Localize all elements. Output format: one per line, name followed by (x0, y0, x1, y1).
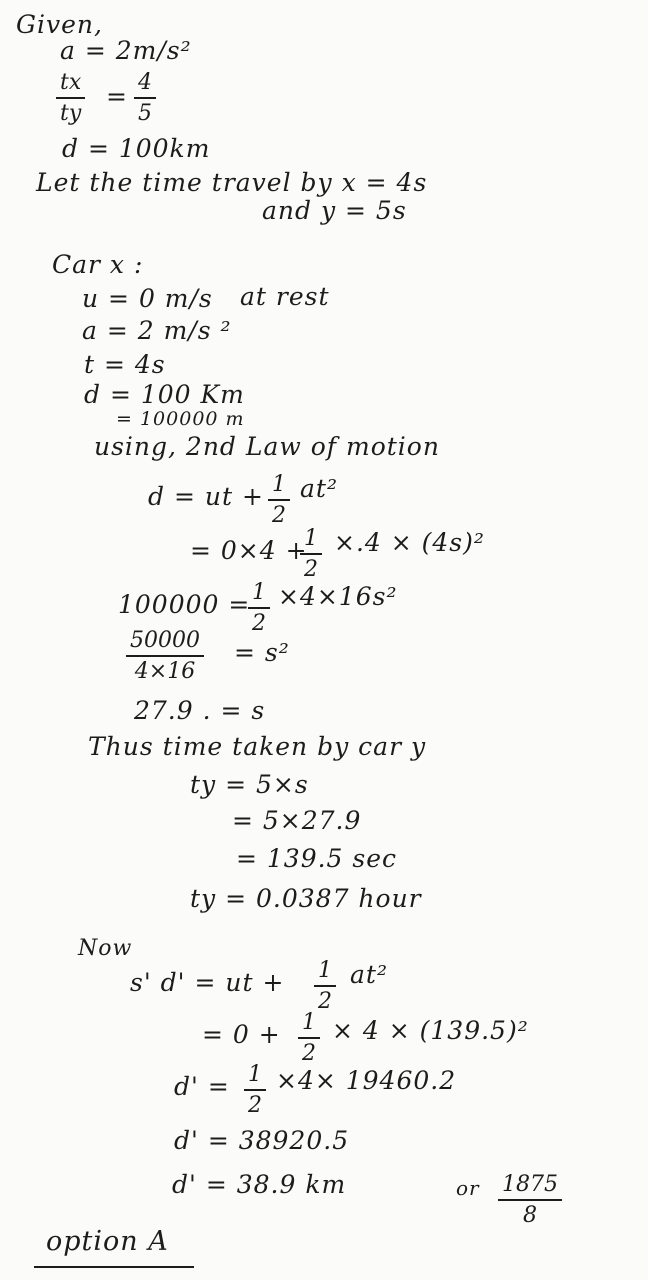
half-denominator: 2 (318, 989, 332, 1015)
half-denominator: 2 (252, 611, 266, 637)
and-line: and y = 5s (262, 196, 407, 225)
car-y-ty-3: = 139.5 sec (236, 844, 398, 873)
motion-eq-1-right: at² (300, 474, 338, 503)
ratio-value-numerator: 4 (134, 70, 156, 99)
given-acceleration: a = 2m/s² (60, 36, 192, 65)
now-eq-1-left: s' d' = ut + (130, 968, 285, 997)
half-numerator: 1 (248, 580, 270, 609)
answer-underline (34, 1266, 194, 1268)
fraction-numerator: 50000 (126, 628, 204, 657)
now-heading: Now (78, 936, 133, 961)
now-eq-1-right: at² (350, 960, 388, 989)
car-x-at-rest: at rest (240, 282, 330, 311)
fraction-denominator: 8 (523, 1203, 537, 1229)
half-numerator: 1 (244, 1062, 266, 1091)
motion-eq-4-fraction (126, 628, 204, 685)
answer-option: option A (46, 1226, 169, 1257)
motion-eq-3-right: ×4×16s² (278, 582, 398, 611)
now-eq-4: d' = 38920.5 (174, 1126, 350, 1155)
or-fraction (498, 1172, 562, 1229)
car-y-ty-4: ty = 0.0387 hour (190, 884, 422, 913)
motion-eq-4-right: = s² (234, 638, 290, 667)
car-y-ty-2: = 5×27.9 (232, 806, 362, 835)
or-word: or (456, 1176, 480, 1200)
ratio-value-fraction (134, 70, 156, 127)
ratio-value-denominator: 5 (138, 101, 152, 127)
now-eq-1-half (314, 958, 336, 1015)
motion-eq-1-left: d = ut + (148, 482, 264, 511)
using-law-line: using, 2nd Law of motion (94, 432, 440, 461)
motion-eq-3-left: 100000 = (118, 590, 251, 619)
now-eq-2-left: = 0 + (202, 1020, 281, 1049)
let-time-line: Let the time travel by x = 4s (36, 168, 428, 197)
car-x-distance-meters: = 100000 m (116, 408, 245, 430)
ratio-denominator: ty (59, 101, 82, 127)
ratio-numerator: tx (56, 70, 85, 99)
car-y-heading: Thus time taken by car y (88, 732, 427, 761)
now-eq-3-left: d' = (174, 1072, 230, 1101)
half-numerator: 1 (300, 526, 322, 555)
half-denominator: 2 (248, 1093, 262, 1119)
solution-s-value: 27.9 . = s (134, 696, 266, 725)
half-numerator: 1 (268, 472, 290, 501)
given-distance: d = 100km (62, 134, 211, 163)
half-denominator: 2 (304, 557, 318, 583)
fraction-denominator: 4×16 (134, 659, 196, 685)
ratio-equals: = (106, 82, 128, 111)
car-x-distance: d = 100 Km (84, 380, 245, 409)
half-denominator: 2 (272, 503, 286, 529)
car-x-heading: Car x : (52, 250, 144, 279)
given-heading: Given, (16, 10, 103, 39)
now-eq-5: d' = 38.9 km (172, 1170, 347, 1199)
car-x-time: t = 4s (84, 350, 166, 379)
now-eq-2-half (298, 1010, 320, 1067)
now-eq-2-right: × 4 × (139.5)² (332, 1016, 529, 1045)
car-x-acceleration: a = 2 m/s ² (82, 316, 232, 345)
motion-eq-2-left: = 0×4 + (190, 536, 308, 565)
now-eq-3-half (244, 1062, 266, 1119)
half-numerator: 1 (314, 958, 336, 987)
half-denominator: 2 (302, 1041, 316, 1067)
motion-eq-2-half (300, 526, 322, 583)
motion-eq-3-half (248, 580, 270, 637)
motion-eq-1-half (268, 472, 290, 529)
car-x-initial-velocity: u = 0 m/s (82, 284, 213, 313)
given-ratio-fraction (56, 70, 85, 127)
half-numerator: 1 (298, 1010, 320, 1039)
car-y-ty-1: ty = 5×s (190, 770, 309, 799)
now-eq-3-right: ×4× 19460.2 (276, 1066, 457, 1095)
motion-eq-2-right: ×.4 × (4s)² (334, 528, 485, 557)
fraction-numerator: 1875 (498, 1172, 562, 1201)
